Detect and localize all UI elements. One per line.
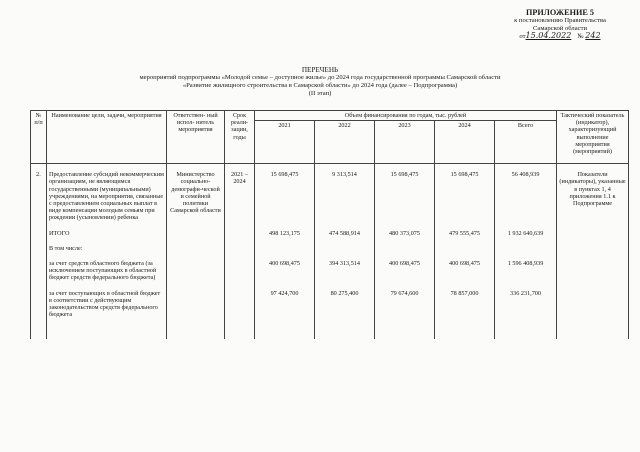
regional-total: 1 596 408,939 (495, 259, 557, 283)
number-prefix: № (577, 33, 584, 41)
handwritten-date: 15.04.2022 (525, 31, 572, 41)
funding-table (30, 110, 629, 339)
appendix-title: ПРИЛОЖЕНИЕ 5 (526, 8, 594, 17)
itogo-value: 480 373,075 (375, 229, 435, 238)
col-indicator-header: Тактический показатель (индикатор), характеризующий выполнение мероприятия (мероприятий) (557, 111, 629, 164)
regional-value: 400 698,475 (435, 259, 495, 283)
regional-label: за счет средств областного бюджета (за исключением поступающих в областной бюджет средств федерального бюджета) (47, 259, 167, 283)
itogo-label: ИТОГО (47, 229, 167, 238)
col-name-header: Наименование цели, задачи, мероприятия (47, 111, 167, 164)
appendix-line-1: к постановлению Правительства (514, 17, 606, 24)
table-row-federal (31, 289, 629, 339)
federal-value: 80 275,400 (315, 289, 375, 339)
federal-total: 336 231,700 (495, 289, 557, 339)
handwritten-number: 242 (585, 31, 601, 41)
table-row-regional (31, 259, 629, 283)
appendix-block (500, 8, 620, 41)
regional-value: 400 698,475 (255, 259, 315, 283)
col-year-header: 2022 (315, 121, 375, 164)
col-year-header: 2023 (375, 121, 435, 164)
appendix-date-number (500, 32, 620, 41)
header-line-2: «Развитие жилищного строительства в Самарской области» до 2024 года (далее – Подпрограмма) (182, 82, 458, 89)
row-name: Предоставление субсидий некоммерческим организациям, не являющимся государственными (муниципальными) учреждениями, на мероприятия, связанные с предоставлением социальных выплат в виде компенсации молодым семьям при рождении (усыновлении) ребенка (47, 170, 167, 222)
federal-value: 97 424,700 (255, 289, 315, 339)
col-year-header: 2021 (255, 121, 315, 164)
header-line-1: мероприятий подпрограммы «Молодой семье – доступное жилье» до 2024 года государственной программы Самарской области (139, 74, 501, 81)
appendix-line-2: Самарской области (533, 24, 587, 32)
federal-value: 78 857,000 (435, 289, 495, 339)
regional-value: 394 313,514 (315, 259, 375, 283)
row-term: 2021 – 2024 (225, 170, 255, 222)
header-line-3: (II этап) (308, 90, 332, 97)
document-header (60, 66, 580, 98)
regional-value: 400 698,475 (375, 259, 435, 283)
row-indicator: Показатели (индикаторы), указанные в пунктах 1, 4 приложения 1.1 к Подпрограмме (557, 170, 629, 222)
col-term-header: Срок реали- зации, годы (225, 111, 255, 164)
col-num-header: № п/п (31, 111, 47, 164)
itogo-value: 474 588,914 (315, 229, 375, 238)
incl-label: В том числе: (47, 244, 167, 253)
row-value: 15 698,475 (435, 170, 495, 222)
document-title: ПЕРЕЧЕНЬ (301, 66, 339, 74)
itogo-value: 479 555,475 (435, 229, 495, 238)
itogo-total: 1 932 640,639 (495, 229, 557, 238)
row-value: 15 698,475 (375, 170, 435, 222)
col-resp-header: Ответствен- ный испол- нитель мероприятия (167, 111, 225, 164)
col-year-header: 2024 (435, 121, 495, 164)
row-num: 2. (31, 170, 47, 222)
federal-value: 79 674,600 (375, 289, 435, 339)
col-total-header: Всего (495, 121, 557, 164)
itogo-value: 498 123,175 (255, 229, 315, 238)
row-value: 15 698,475 (255, 170, 315, 222)
table-row-incl (31, 244, 629, 253)
federal-label: за счет поступающих в областной бюджет в соответствии с действующим законодательством средств федерального бюджета (47, 289, 167, 339)
table-row (31, 170, 629, 222)
row-value: 9 313,514 (315, 170, 375, 222)
table-row-total (31, 229, 629, 238)
row-resp: Министерство социально-демографи-ческой и семейной политики Самарской области (167, 170, 225, 222)
date-prefix: от (519, 33, 526, 41)
row-total: 56 408,939 (495, 170, 557, 222)
col-funding-header: Объем финансирования по годам, тыс. рублей (255, 111, 557, 121)
